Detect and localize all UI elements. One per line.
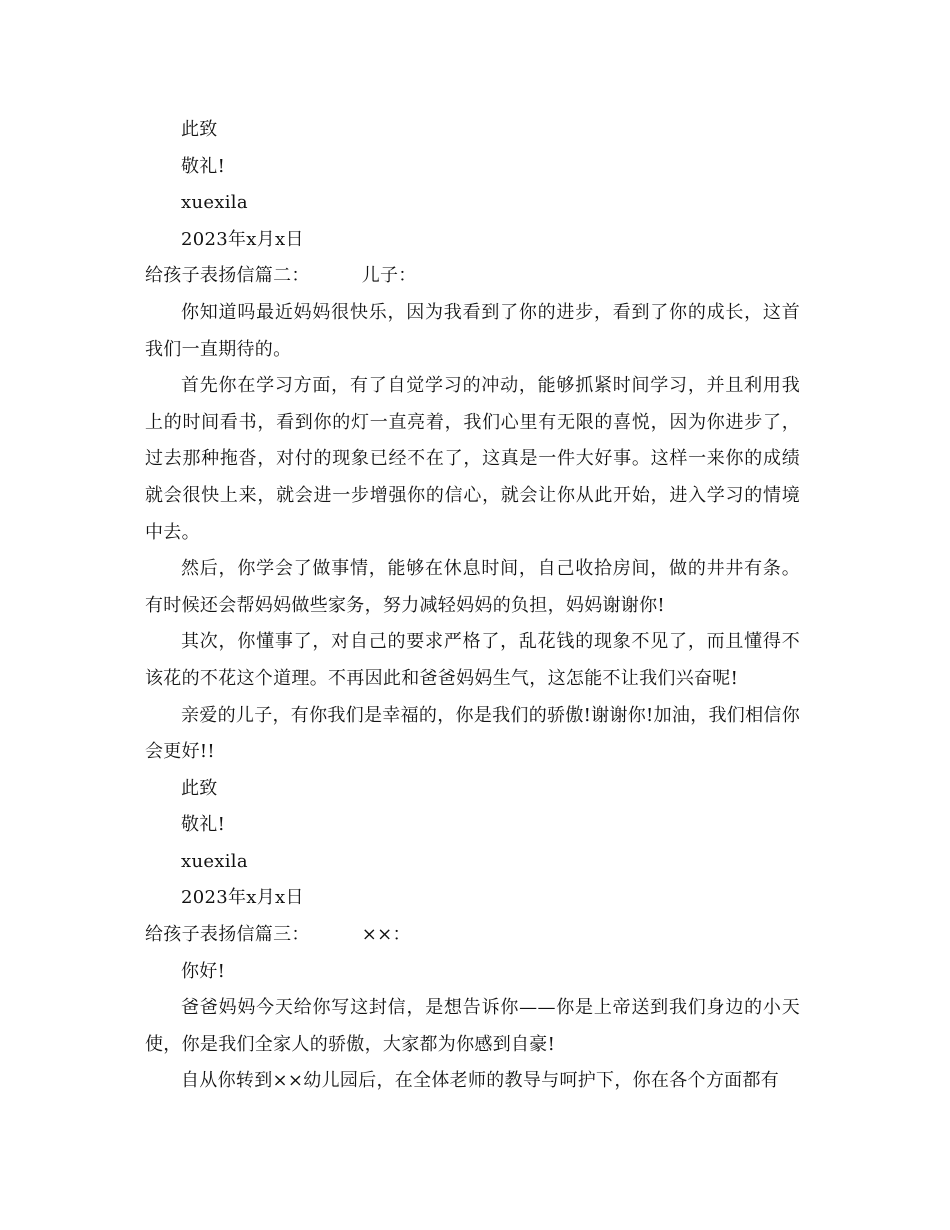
closing-signature: xuexila bbox=[181, 850, 248, 872]
paragraph: 亲爱的儿子，有你我们是幸福的，你是我们的骄傲!谢谢你!加油，我们相信你会更好!! bbox=[145, 704, 800, 763]
addressee: ××： bbox=[361, 924, 411, 946]
section-title: 给孩子表扬信篇二： bbox=[145, 265, 310, 287]
closing-salutation: 此致 bbox=[181, 777, 218, 799]
section-title: 给孩子表扬信篇三： bbox=[145, 924, 310, 946]
paragraph: 首先你在学习方面，有了自觉学习的冲动，能够抓紧时间学习，并且利用我上的时间看书，看到你的灯一直亮着，我们心里有无限的喜悦，因为你进步了，过去那种拖沓，对付的现象已经不在了，这真是一件大好事。这样一来你的成绩就会很快上来，就会进一步增强你的信心，就会让你从此开始，进入学习的情境中去。 bbox=[145, 375, 800, 543]
closing-signature: xuexila bbox=[181, 192, 248, 214]
paragraph: 你知道吗最近妈妈很快乐，因为我看到了你的进步，看到了你的成长，这首我们一直期待的。 bbox=[145, 301, 800, 360]
section-heading bbox=[145, 258, 800, 295]
closing-regards: 敬礼! bbox=[181, 155, 226, 177]
section-heading bbox=[145, 917, 800, 954]
closing-salutation: 此致 bbox=[181, 119, 218, 140]
closing-regards: 敬礼! bbox=[181, 814, 226, 836]
letter-text bbox=[145, 112, 800, 1100]
closing-date: 2023年x月x日 bbox=[181, 228, 304, 250]
paragraph: 然后，你学会了做事情，能够在休息时间，自己收拾房间，做的井井有条。有时候还会帮妈妈做些家务，努力减轻妈妈的负担，妈妈谢谢你! bbox=[145, 558, 800, 616]
closing-date: 2023年x月x日 bbox=[181, 887, 304, 909]
addressee: 儿子： bbox=[361, 265, 417, 287]
paragraph: 自从你转到××幼儿园后，在全体老师的教导与呵护下，你在各个方面都有 bbox=[181, 1070, 780, 1092]
greeting: 你好! bbox=[181, 960, 226, 982]
paragraph: 爸爸妈妈今天给你写这封信，是想告诉你——你是上帝送到我们身边的小天使，你是我们全家人的骄傲，大家都为你感到自豪! bbox=[145, 997, 800, 1055]
paragraph: 其次，你懂事了，对自己的要求严格了，乱花钱的现象不见了，而且懂得不该花的不花这个道理。不再因此和爸爸妈妈生气，这怎能不让我们兴奋呢! bbox=[145, 631, 800, 689]
